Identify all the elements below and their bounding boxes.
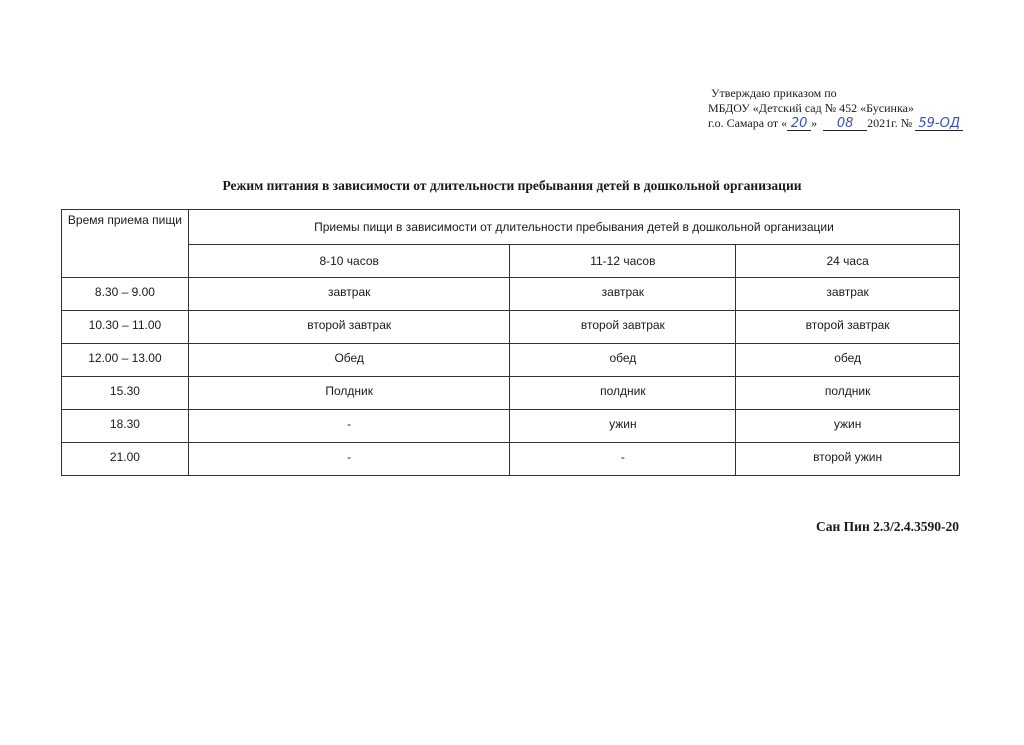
table-subheader-row bbox=[62, 245, 960, 278]
meal-cell: ужин bbox=[510, 410, 736, 443]
meal-cell: второй завтрак bbox=[510, 311, 736, 344]
handwritten-day: 20 bbox=[787, 117, 811, 131]
handwritten-order-number: 59-ОД bbox=[915, 117, 963, 131]
meal-cell: ужин bbox=[736, 410, 960, 443]
approval-date-prefix: г.о. Самара от « bbox=[708, 116, 788, 130]
table-row bbox=[62, 443, 960, 476]
table-row bbox=[62, 410, 960, 443]
time-column-header: Время приема пищи bbox=[62, 210, 189, 278]
time-cell: 15.30 bbox=[62, 377, 189, 410]
meal-cell: - bbox=[188, 410, 510, 443]
meal-cell: - bbox=[188, 443, 510, 476]
meal-cell: завтрак bbox=[736, 278, 960, 311]
meal-cell: - bbox=[510, 443, 736, 476]
group-header-11-12: 11-12 часов bbox=[510, 245, 736, 278]
approval-line-2: МБДОУ «Детский сад № 452 «Бусинка» bbox=[708, 101, 914, 115]
approval-year: 2021г. № bbox=[867, 116, 913, 130]
meal-schedule-table bbox=[61, 209, 960, 476]
quote-close: » bbox=[811, 116, 818, 130]
meal-cell: второй завтрак bbox=[188, 311, 510, 344]
group-header-8-10: 8-10 часов bbox=[188, 245, 510, 278]
meal-cell: Обед bbox=[188, 344, 510, 377]
table-row bbox=[62, 344, 960, 377]
table-row bbox=[62, 311, 960, 344]
groups-column-header: Приемы пищи в зависимости от длительности пребывания детей в дошкольной организации bbox=[188, 210, 959, 245]
approval-line-1: Утверждаю приказом по bbox=[711, 86, 837, 100]
time-cell: 12.00 – 13.00 bbox=[62, 344, 189, 377]
time-cell: 10.30 – 11.00 bbox=[62, 311, 189, 344]
table-header-row bbox=[62, 210, 960, 245]
time-cell: 21.00 bbox=[62, 443, 189, 476]
meal-cell: обед bbox=[510, 344, 736, 377]
table-row bbox=[62, 377, 960, 410]
meal-cell: завтрак bbox=[510, 278, 736, 311]
meal-cell: полдник bbox=[510, 377, 736, 410]
meal-cell: второй завтрак bbox=[736, 311, 960, 344]
meal-cell: Полдник bbox=[188, 377, 510, 410]
meal-cell: второй ужин bbox=[736, 443, 960, 476]
document-title: Режим питания в зависимости от длительности пребывания детей в дошкольной организации bbox=[222, 178, 802, 193]
time-cell: 18.30 bbox=[62, 410, 189, 443]
time-cell: 8.30 – 9.00 bbox=[62, 278, 189, 311]
sanpin-reference: Сан Пин 2.3/2.4.3590-20 bbox=[816, 519, 959, 534]
group-header-24: 24 часа bbox=[736, 245, 960, 278]
handwritten-month: 08 bbox=[823, 117, 867, 131]
table-row bbox=[62, 278, 960, 311]
approval-block bbox=[708, 86, 963, 131]
meal-cell: завтрак bbox=[188, 278, 510, 311]
meal-cell: полдник bbox=[736, 377, 960, 410]
approval-line-3 bbox=[708, 116, 963, 131]
meal-cell: обед bbox=[736, 344, 960, 377]
